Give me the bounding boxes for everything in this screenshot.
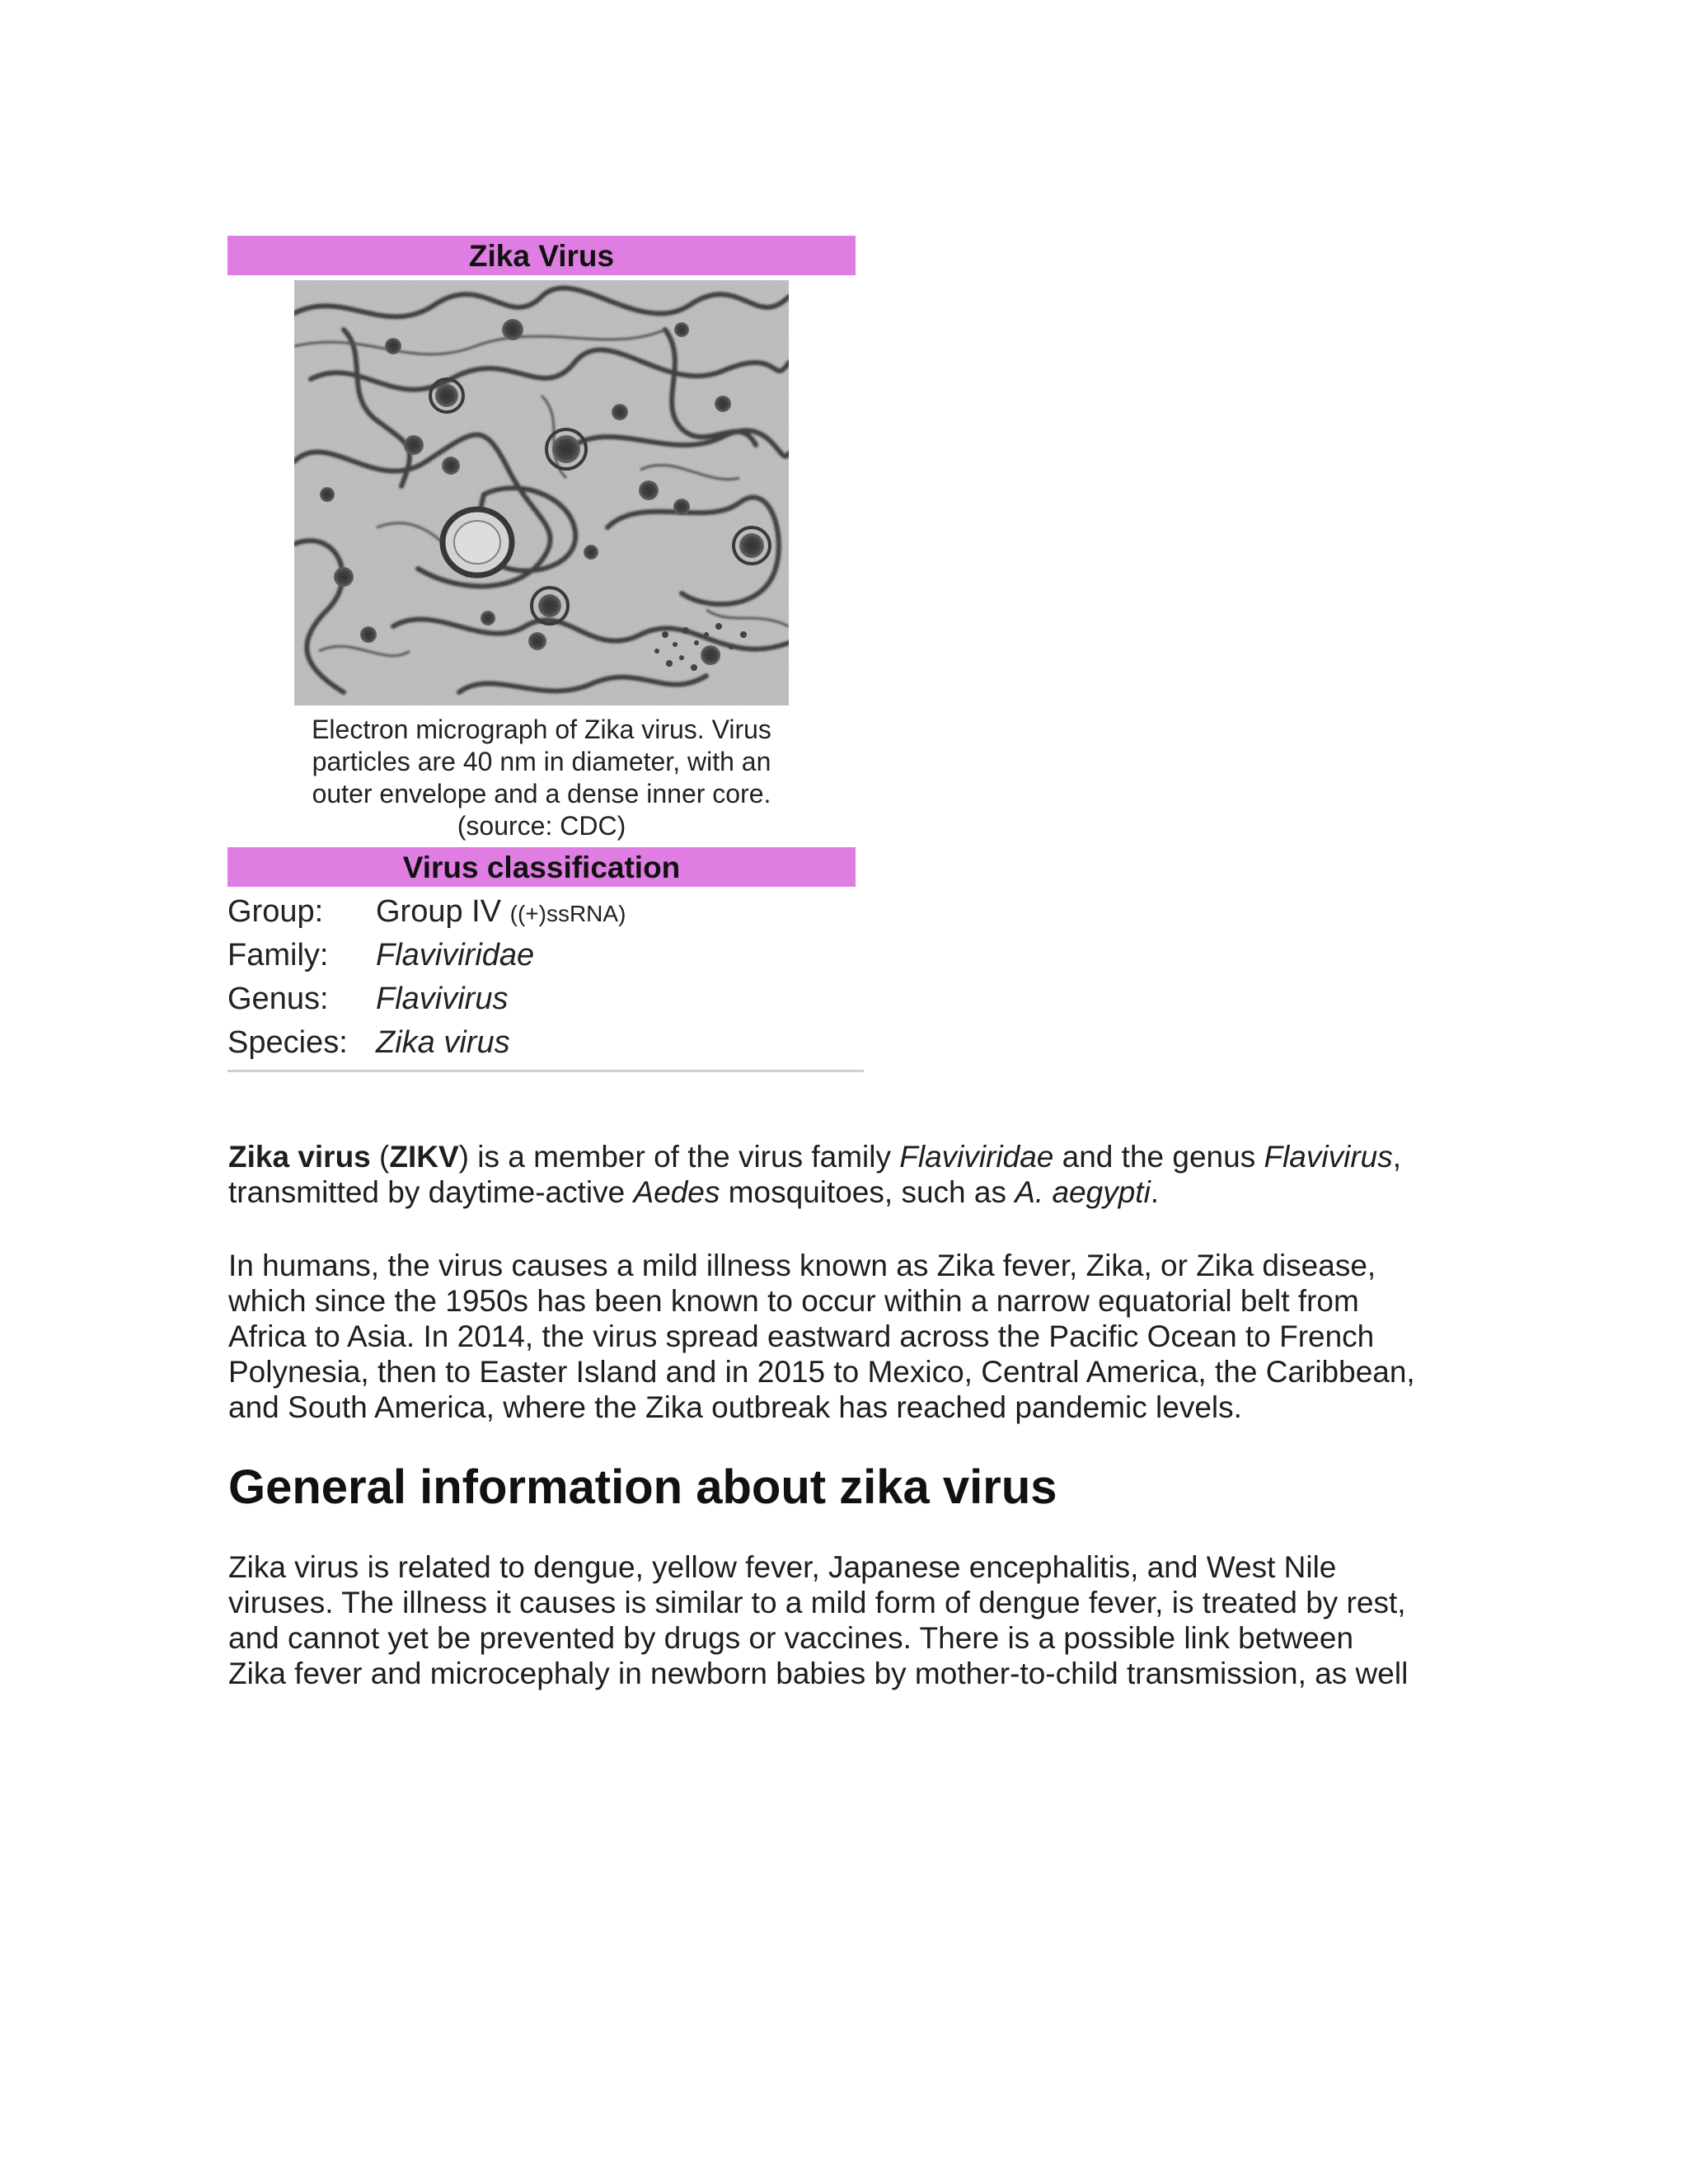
text-fragment: ( (370, 1140, 390, 1174)
species-value[interactable]: Zika virus (376, 1025, 510, 1060)
paragraph-line (228, 1139, 1646, 1174)
classification-key: Family: (227, 938, 329, 972)
caption-source: (source: CDC) (457, 811, 626, 841)
infobox (227, 236, 857, 1072)
intro-paragraph (228, 1139, 1646, 1210)
classification-table (227, 890, 864, 1072)
classification-value (376, 890, 626, 934)
section-heading: General information about zika virus (228, 1460, 1057, 1514)
paragraph-line: Polynesia, then to Easter Island and in 2015 to Mexico, Central America, the Caribbean, (228, 1355, 1415, 1389)
text-fragment: mosquitoes, such as (720, 1175, 1015, 1209)
text-fragment: and the genus (1053, 1140, 1264, 1174)
classification-key: Group: (227, 894, 324, 929)
paragraph-line: and South America, where the Zika outbreak has reached pandemic levels. (228, 1390, 1242, 1424)
vector-link[interactable]: Aedes (633, 1175, 720, 1209)
classification-key: Genus: (227, 982, 329, 1016)
paragraph-line: In humans, the virus causes a mild illness known as Zika fever, Zika, or Zika disease, (228, 1249, 1376, 1282)
genus-value[interactable]: Flavivirus (376, 982, 509, 1016)
family-link[interactable]: Flaviviridae (899, 1140, 1054, 1174)
text-fragment: transmitted by daytime-active (228, 1175, 634, 1209)
paragraph-line: Africa to Asia. In 2014, the virus spread eastward across the Pacific Ocean to French (228, 1319, 1375, 1353)
group-value-detail: ((+)ssRNA) (509, 901, 626, 926)
text-fragment: . (1150, 1175, 1160, 1209)
classification-row-group (227, 890, 864, 934)
classification-key: Species: (227, 1025, 348, 1060)
species-link[interactable]: A. aegypti (1015, 1175, 1151, 1209)
classification-row-species (227, 1021, 864, 1065)
genus-link[interactable]: Flavivirus (1264, 1140, 1393, 1174)
family-value[interactable]: Flaviviridae (376, 938, 535, 972)
classification-header: Virus classification (227, 847, 856, 887)
paragraph-line: Zika fever and microcephaly in newborn babies by mother-to-child transmission, as well (228, 1657, 1409, 1690)
abbreviation: ZIKV (389, 1140, 459, 1174)
caption-line: Electron micrograph of Zika virus. Virus (312, 715, 771, 744)
electron-micrograph-image (294, 280, 789, 705)
paragraph-line: which since the 1950s has been known to occur within a narrow equatorial belt from (228, 1284, 1359, 1318)
text-fragment: , (1392, 1140, 1402, 1174)
classification-row-genus (227, 977, 864, 1021)
paragraph-line: and cannot yet be prevented by drugs or vaccines. There is a possible link between (228, 1621, 1354, 1655)
general-info-paragraph (228, 1549, 1646, 1691)
text-fragment: ) is a member of the virus family (458, 1140, 900, 1174)
image-caption (227, 714, 856, 842)
caption-line: particles are 40 nm in diameter, with an (312, 747, 771, 776)
caption-line: outer envelope and a dense inner core. (312, 779, 771, 808)
infobox-title: Zika Virus (227, 236, 856, 275)
article-subject: Zika virus (228, 1140, 371, 1174)
classification-row-family (227, 934, 864, 977)
micrograph-container (227, 280, 856, 705)
paragraph-line (228, 1174, 1646, 1210)
paragraph-line: Zika virus is related to dengue, yellow fever, Japanese encephalitis, and West Nile (228, 1550, 1337, 1584)
distribution-paragraph (228, 1248, 1646, 1425)
paragraph-line: viruses. The illness it causes is similar to a mild form of dengue fever, is treated by rest, (228, 1586, 1406, 1619)
group-value[interactable]: Group IV (376, 894, 502, 929)
